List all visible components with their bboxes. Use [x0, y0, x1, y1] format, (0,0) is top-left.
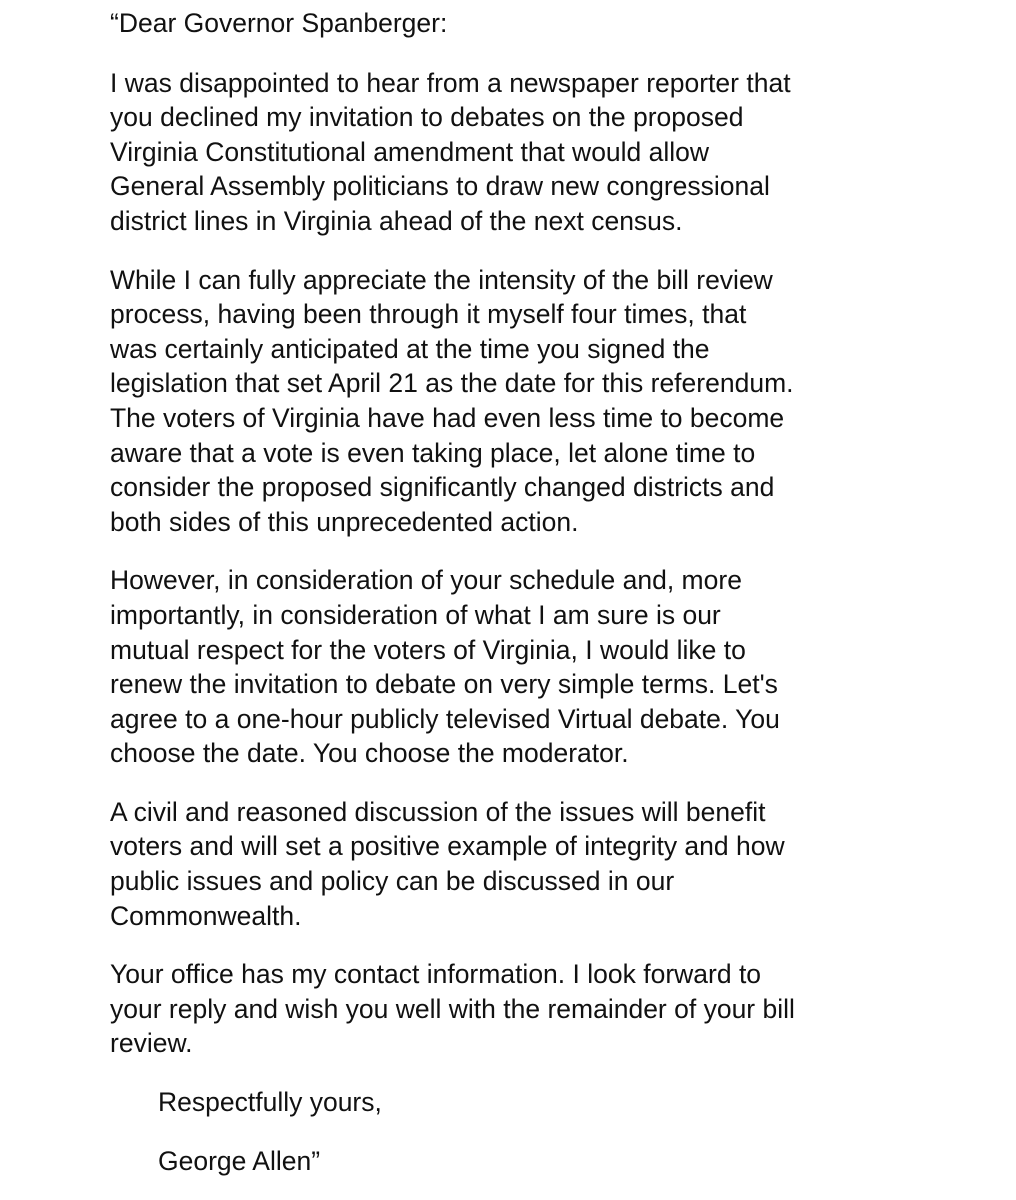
letter-paragraph-4: A civil and reasoned discussion of the issues will benefit voters and will set a positive example of integrity and how public issues and policy can be discussed in our Commonwealth.: [110, 796, 785, 931]
letter-paragraph-5: Your office has my contact information. I look forward to your reply and wish you well with the remainder of your bill review.: [110, 959, 795, 1059]
letter-paragraph-2: While I can fully appreciate the intensity of the bill review process, having been through it myself four times, that was certainly anticipated at the time you signed the legislation that set April 21 as the date for this referendum. The voters of Virginia have had even less time to become aware that a vote is even taking place, let alone time to consider the proposed significantly changed districts and both sides of this unprecedented action.: [110, 264, 794, 537]
letter-closing: Respectfully yours,: [158, 1087, 382, 1118]
letter-signature: George Allen”: [158, 1145, 321, 1176]
letter-paragraph-3: However, in consideration of your schedule and, more importantly, in consideration of what I am sure is our mutual respect for the voters of Virginia, I would like to renew the invitation to debate on very simple terms. Let's agree to a one-hour publicly televised Virtual debate. You choose the date. You choose the moderator.: [110, 565, 780, 769]
letter-paragraph-1: I was disappointed to hear from a newspaper reporter that you declined my invitation to debates on the proposed Virginia Constitutional amendment that would allow General Assembly politicians to draw new congressional district lines in Virginia ahead of the next census.: [110, 67, 791, 236]
letter-body: [110, 6, 990, 1178]
letter-salutation: “Dear Governor Spanberger:: [110, 8, 448, 38]
